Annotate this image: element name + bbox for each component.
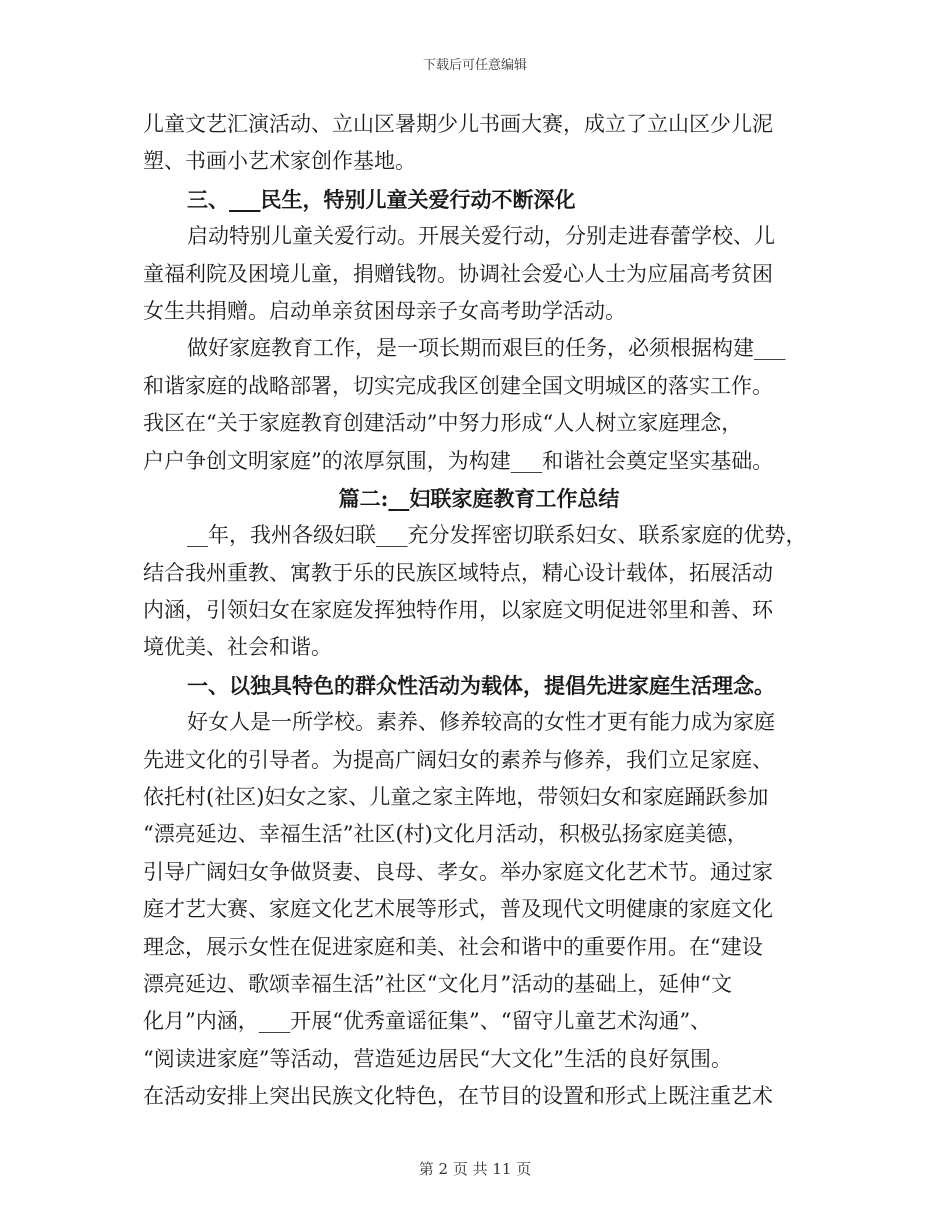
section-heading: 一、以独具特色的群众性活动为载体，提倡先进家庭生活理念。 xyxy=(187,672,775,698)
paragraph-line: 理念，展示女性在促进家庭和美、社会和谐中的重要作用。在“建设 xyxy=(143,934,763,959)
paragraph-line: 庭才艺大赛、家庭文化艺术展等形式，普及现代文明健康的家庭文化 xyxy=(143,897,773,922)
paragraph-line: “阅读进家庭”等活动，营造延边居民“大文化”生活的良好氛围。 xyxy=(143,1046,732,1071)
paragraph-line: 境优美、社会和谐。 xyxy=(143,635,332,660)
paragraph-line: 做好家庭教育工作，是一项长期而艰巨的任务，必须根据构建___ xyxy=(187,336,786,361)
section-heading: 三、___民生，特别儿童关爱行动不断深化 xyxy=(187,186,576,212)
paragraph-line: 化月”内涵，___开展“优秀童谣征集”、“留守儿童艺术沟通”、 xyxy=(143,1009,712,1034)
paragraph-line: 女生共捐赠。启动单亲贫困母亲子女高考助学活动。 xyxy=(143,298,626,323)
paragraph-line: 和谐家庭的战略部署，切实完成我区创建全国文明城区的落实工作。 xyxy=(143,373,773,398)
paragraph-line: 塑、书画小艺术家创作基地。 xyxy=(143,149,416,174)
paragraph-line: “漂亮延边、幸福生活”社区(村)文化月活动，积极弘扬家庭美德， xyxy=(143,822,748,847)
paragraph-line: __年，我州各级妇联___充分发挥密切联系妇女、联系家庭的优势， xyxy=(187,523,807,548)
paragraph-line: 引导广阔妇女争做贤妻、良母、孝女。举办家庭文化艺术节。通过家 xyxy=(143,859,773,884)
page-header-note: 下载后可任意编辑 xyxy=(422,58,527,73)
page-number: 第 2 页 共 11 页 xyxy=(418,1160,532,1178)
document-body xyxy=(143,106,815,1116)
paragraph-line: 先进文化的引导者。为提高广阔妇女的素养与修养，我们立足家庭、 xyxy=(143,747,773,772)
paragraph-line: 内涵，引领妇女在家庭发挥独特作用，以家庭文明促进邻里和善、环 xyxy=(143,598,773,623)
paragraph-line: 漂亮延边、歌颂幸福生活”社区“文化月”活动的基础上，延伸“文 xyxy=(143,971,732,996)
paragraph-line: 儿童文艺汇演活动、立山区暑期少儿书画大赛，成立了立山区少儿泥 xyxy=(143,112,773,136)
paragraph-line: 依托村(社区)妇女之家、儿童之家主阵地，带领妇女和家庭踊跃参加 xyxy=(143,785,769,810)
paragraph-line: 我区在“关于家庭教育创建活动”中努力形成“人人树立家庭理念， xyxy=(143,411,743,436)
paragraph-line: 结合我州重教、寓教于乐的民族区域特点，精心设计载体，拓展活动 xyxy=(143,560,773,585)
paragraph-line: 好女人是一所学校。素养、修养较高的女性才更有能力成为家庭 xyxy=(187,710,775,735)
paragraph-line: 户户争创文明家庭”的浓厚氛围，为构建___和谐社会奠定坚实基础。 xyxy=(143,448,774,473)
section-heading: 篇二:__妇联家庭教育工作总结 xyxy=(338,485,620,511)
paragraph-line: 在活动安排上突出民族文化特色，在节目的设置和形式上既注重艺术 xyxy=(143,1084,773,1109)
paragraph-line: 启动特别儿童关爱行动。开展关爱行动，分别走进春蕾学校、儿 xyxy=(187,224,775,249)
paragraph-line: 童福利院及困境儿童，捐赠钱物。协调社会爱心人士为应届高考贫困 xyxy=(143,261,773,286)
